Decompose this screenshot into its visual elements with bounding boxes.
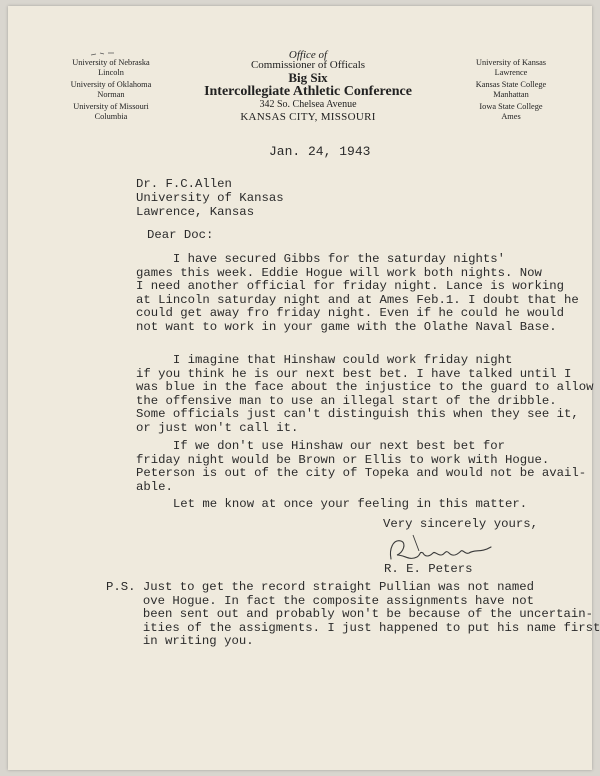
paragraph-2 <box>136 353 594 435</box>
text-line: been sent out and probably won't be because of the uncertain- <box>106 607 594 621</box>
salutation: Dear Doc: <box>147 228 214 242</box>
school-name: University of Kansas <box>475 58 547 67</box>
text-line: P.S. Just to get the record straight Pullian was not named <box>106 580 535 594</box>
ink-mark <box>90 51 116 57</box>
text-line: if you think he is our next best bet. I have talked until I <box>136 366 572 381</box>
school-block <box>56 58 166 77</box>
letterhead-right-schools <box>460 58 562 124</box>
text-line: in writing you. <box>106 634 254 648</box>
text-line: I imagine that Hinshaw could work friday night <box>136 353 513 367</box>
addressee-line: Dr. F.C.Allen <box>136 177 232 191</box>
city-state: KANSAS CITY, MISSOURI <box>240 111 376 123</box>
street-address: 342 So. Chelsea Avenue <box>259 99 357 110</box>
closing: Very sincerely yours, <box>383 517 538 531</box>
school-block <box>460 58 562 77</box>
text-line: could get away fro friday night. Even if he could he would <box>136 306 565 320</box>
school-name: Iowa State College <box>479 102 543 111</box>
school-city: Ames <box>501 111 521 121</box>
school-city: Lincoln <box>98 67 124 77</box>
text-line: Some officials just can't distinguish this when they see it, <box>136 407 579 421</box>
school-block <box>56 80 166 99</box>
school-block <box>460 80 562 99</box>
paragraph-4 <box>136 498 576 512</box>
addressee-line: Lawrence, Kansas <box>136 205 255 219</box>
text-line: If we don't use Hinshaw our next best bet for <box>136 439 505 453</box>
school-city: Norman <box>97 89 125 99</box>
school-name: Kansas State College <box>475 80 547 89</box>
text-line: not want to work in your game with the Olathe Naval Base. <box>136 319 557 334</box>
text-line: was blue in the face about the injustice to the guard to allow <box>136 380 594 394</box>
school-city: Columbia <box>94 111 128 121</box>
school-block <box>460 102 562 121</box>
letter-date: Jan. 24, 1943 <box>269 144 371 159</box>
text-line: Let me know at once your feeling in this matter. <box>136 497 528 511</box>
text-line: Peterson is out of the city of Topeka and would not be avail- <box>136 466 587 480</box>
letterhead-left-schools <box>56 58 166 124</box>
text-line: or just won't call it. <box>136 420 299 435</box>
text-line: I have secured Gibbs for the saturday nights' <box>136 252 505 266</box>
office-of-label: Office of <box>288 49 328 61</box>
postscript <box>106 580 600 649</box>
school-city: Manhattan <box>493 89 529 99</box>
text-line: able. <box>136 479 173 494</box>
text-line: games this week. Eddie Hogue will work both nights. Now <box>136 265 542 280</box>
text-line: at Lincoln saturday night and at Ames Feb.1. I doubt that he <box>136 292 579 307</box>
text-line: the offensive man to use an illegal start of the dribble. <box>136 393 557 408</box>
text-line: ove Hogue. In fact the composite assignments have not <box>106 593 535 608</box>
signer-name: R. E. Peters <box>384 562 473 576</box>
big-six-title: Big Six <box>288 70 328 85</box>
addressee-block <box>136 177 284 219</box>
school-city: Lawrence <box>494 67 528 77</box>
paragraph-1 <box>136 252 579 334</box>
paragraph-3 <box>136 439 587 494</box>
letter-page <box>8 6 600 770</box>
text-line: I need another official for friday night. Lance is working <box>136 279 565 293</box>
text-line: friday night would be Brown or Ellis to work with Hogue. <box>136 452 550 467</box>
commissioner-title: Commissioner of Officals <box>250 59 366 71</box>
conference-name: Intercollegiate Athletic Conference <box>204 84 412 99</box>
text-line: ities of the assigments. I just happened to put his name first <box>106 620 600 635</box>
school-block <box>56 102 166 121</box>
school-name: University of Missouri <box>73 102 149 111</box>
school-name: University of Oklahoma <box>70 80 152 89</box>
school-name: University of Nebraska <box>72 58 150 67</box>
letterhead-center <box>183 50 433 123</box>
addressee-line: University of Kansas <box>136 191 284 205</box>
